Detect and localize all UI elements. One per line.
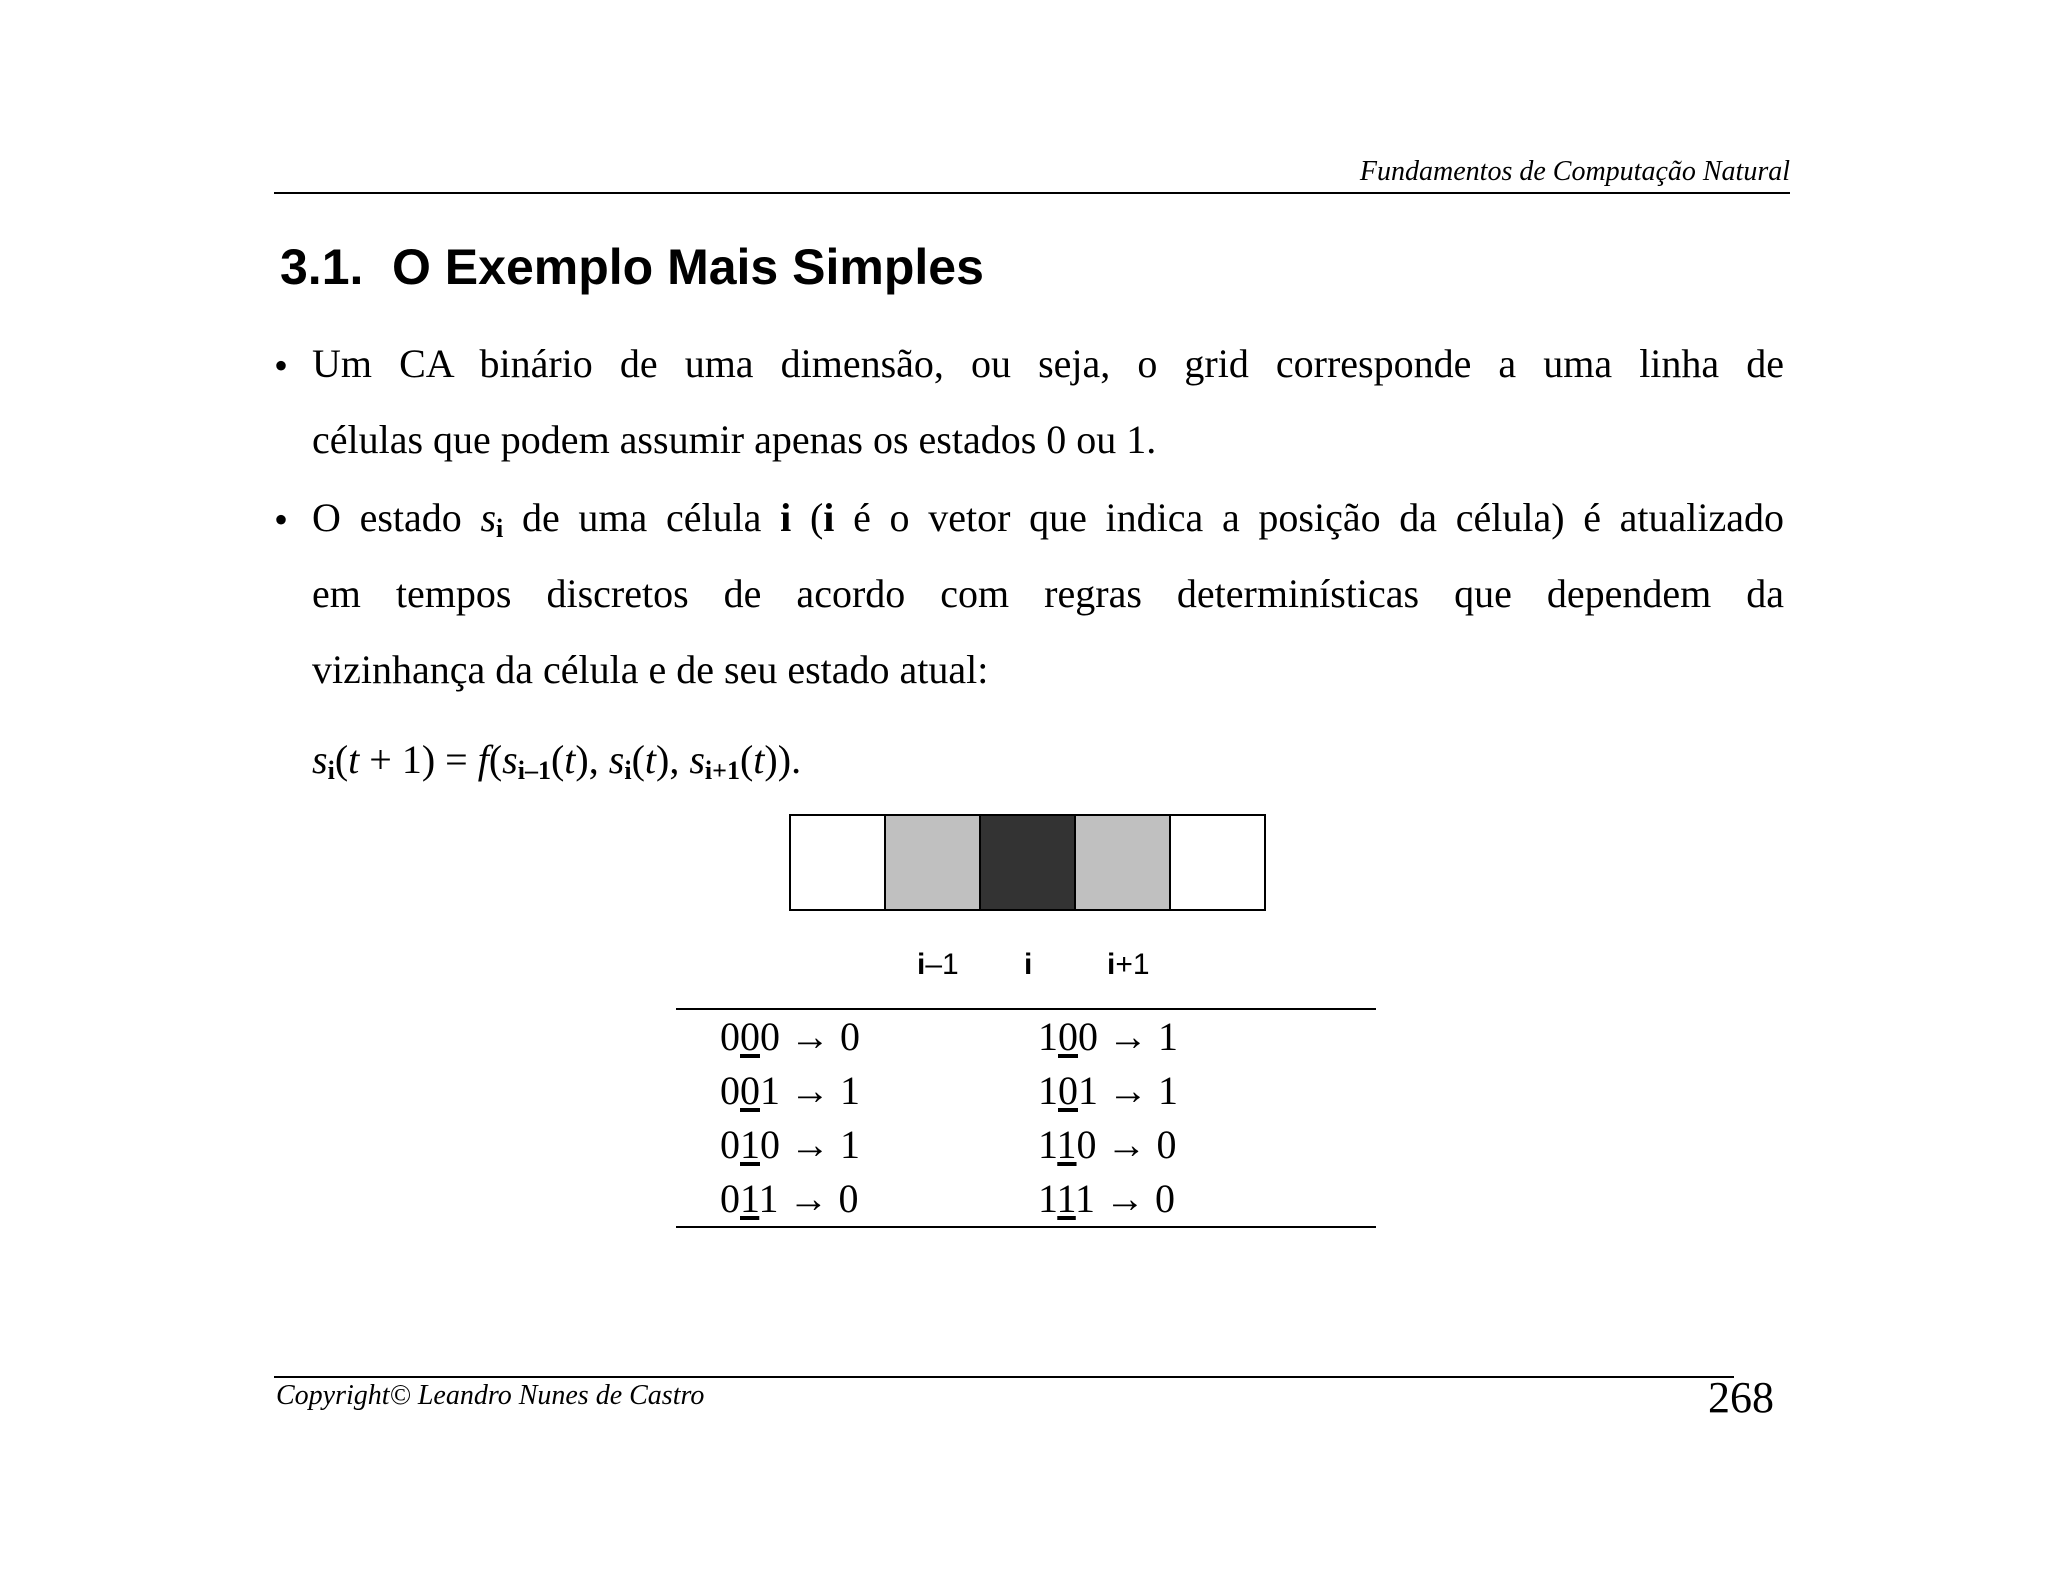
center-state: 0	[740, 1068, 760, 1113]
symbol: (	[550, 737, 565, 782]
index-label-left	[917, 948, 959, 982]
symbol: ),	[575, 737, 609, 782]
next-state: 1	[1158, 1014, 1178, 1059]
symbol: f	[477, 737, 489, 782]
index-offset: –1	[925, 948, 959, 981]
center-state: 1	[740, 1176, 760, 1221]
arrow: →	[1095, 1176, 1156, 1221]
next-state: 1	[840, 1068, 860, 1113]
subscript: i	[624, 756, 632, 785]
rule-entry	[720, 1118, 860, 1172]
symbol: s	[608, 737, 625, 782]
cell-box	[979, 814, 1076, 911]
arrow: →	[780, 1068, 840, 1113]
center-state: 1	[1057, 1122, 1077, 1167]
neighbor-state: 0	[1078, 1014, 1098, 1059]
neighbor-state: 1	[1038, 1068, 1058, 1113]
running-header: Fundamentos de Computação Natural	[1359, 156, 1790, 187]
subscript: i	[496, 514, 504, 543]
next-state: 0	[840, 1014, 860, 1059]
next-state: 1	[840, 1122, 860, 1167]
neighbor-state: 0	[720, 1014, 740, 1059]
text: de uma célula	[503, 495, 781, 540]
subscript: i+1	[704, 756, 740, 785]
arrow: →	[780, 1122, 840, 1167]
center-state: 0	[1058, 1068, 1078, 1113]
arrow: →	[778, 1176, 839, 1221]
arrow: →	[1096, 1122, 1157, 1167]
neighbor-state: 1	[1075, 1176, 1096, 1221]
paragraph-2	[312, 480, 1784, 708]
rule-entry	[720, 1010, 860, 1064]
rule-list	[676, 1010, 1376, 1226]
cell-box	[884, 814, 981, 911]
paragraph-line: em tempos discretos de acordo com regras determinísticas que dependem da	[312, 571, 1784, 616]
subscript: i–1	[517, 756, 551, 785]
index-symbol: i	[1024, 948, 1033, 981]
neighbor-state: 1	[759, 1176, 779, 1221]
bullet-icon: •	[274, 497, 289, 542]
arrow: →	[1098, 1014, 1158, 1059]
center-state: 0	[740, 1014, 760, 1059]
symbol: s	[312, 737, 328, 782]
symbol: (	[631, 737, 645, 782]
arrow: →	[780, 1014, 840, 1059]
neighbor-state: 0	[760, 1014, 780, 1059]
section-heading	[280, 238, 984, 296]
symbol: ),	[656, 737, 690, 782]
rule-entry	[1038, 1010, 1178, 1064]
update-formula	[312, 722, 801, 809]
neighbor-state: 0	[760, 1122, 780, 1167]
neighbor-state: 1	[1038, 1014, 1058, 1059]
rule-entry	[720, 1064, 860, 1118]
next-state: 0	[1155, 1176, 1176, 1221]
center-state: 1	[740, 1122, 760, 1167]
symbol: (	[488, 737, 503, 782]
rule-entry	[720, 1172, 859, 1226]
rule-entry	[1038, 1172, 1175, 1226]
symbol: (	[334, 737, 349, 782]
header-rule	[274, 192, 1790, 194]
next-state: 0	[1156, 1122, 1177, 1167]
table-bottom-rule	[676, 1226, 1376, 1228]
neighbor-state: 1	[760, 1068, 780, 1113]
neighbor-state: 0	[720, 1068, 740, 1113]
cell-box	[1169, 814, 1266, 911]
symbol: s	[502, 737, 518, 782]
rule-table	[676, 1008, 1376, 1228]
index-offset: +1	[1115, 948, 1150, 981]
next-state: 1	[1158, 1068, 1178, 1113]
neighbor-state: 0	[720, 1176, 740, 1221]
paragraph-line: vizinhança da célula e de seu estado atual:	[312, 647, 989, 692]
text: O estado	[312, 495, 481, 540]
cell-row-diagram	[789, 814, 1266, 911]
copyright: Copyright© Leandro Nunes de Castro	[276, 1380, 705, 1411]
neighbor-state: 1	[1038, 1176, 1058, 1221]
symbol: )).	[764, 737, 802, 782]
paragraph-1	[312, 326, 1784, 478]
index-label-center	[1024, 948, 1032, 982]
neighbor-state: 1	[1038, 1122, 1058, 1167]
cell-box	[789, 814, 886, 911]
text: é o vetor que indica a posição da célula) é atualizado	[834, 495, 1784, 540]
symbol: t	[348, 737, 360, 782]
symbol: s	[689, 737, 705, 782]
symbol: t	[564, 737, 576, 782]
symbol: (	[739, 737, 754, 782]
index-symbol: i	[917, 948, 926, 981]
paragraph-line: células que podem assumir apenas os estados 0 ou 1.	[312, 417, 1157, 462]
cell-vector: i	[823, 495, 835, 540]
rule-entry	[1038, 1118, 1177, 1172]
paragraph-line	[312, 480, 1784, 556]
arrow: →	[1098, 1068, 1158, 1113]
bullet-icon: •	[274, 343, 289, 388]
page-number: 268	[1708, 1373, 1774, 1422]
subscript: i	[327, 756, 335, 785]
symbol: t	[753, 737, 765, 782]
next-state: 0	[838, 1176, 859, 1221]
index-symbol: i	[1107, 948, 1116, 981]
cell-box	[1074, 814, 1171, 911]
index-label-right	[1107, 948, 1150, 982]
symbol: t	[644, 737, 657, 782]
footer-rule	[274, 1376, 1734, 1378]
rule-entry	[1038, 1064, 1178, 1118]
section-title: O Exemplo Mais Simples	[392, 239, 984, 295]
center-state: 1	[1057, 1176, 1076, 1221]
state-symbol: s	[480, 495, 497, 540]
text: (	[791, 495, 824, 540]
symbol: + 1) =	[359, 737, 478, 782]
paragraph-line: Um CA binário de uma dimensão, ou seja, o grid corresponde a uma linha de	[312, 341, 1784, 386]
center-state: 0	[1058, 1014, 1078, 1059]
cell-vector: i	[780, 495, 792, 540]
section-number: 3.1.	[280, 239, 364, 295]
neighbor-state: 1	[1078, 1068, 1098, 1113]
neighbor-state: 0	[1076, 1122, 1097, 1167]
neighbor-state: 0	[720, 1122, 740, 1167]
